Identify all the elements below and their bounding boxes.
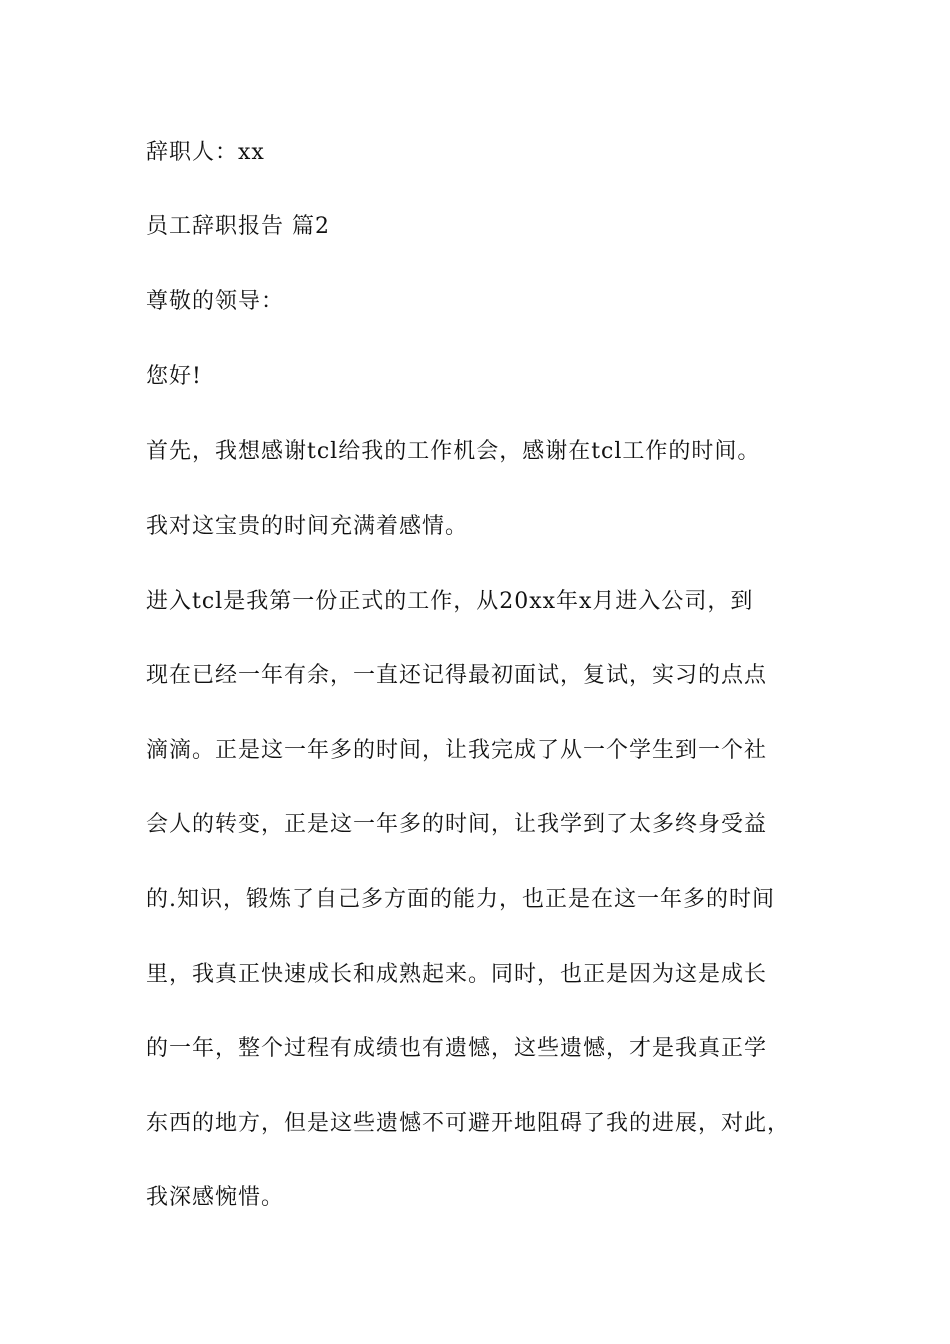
body-line: 东西的地方，但是这些遗憾不可避开地阻碍了我的进展，对此， [146,1111,791,1136]
body-line: 会人的转变，正是这一年多的时间，让我学到了太多终身受益 [146,812,768,837]
body-line: 我对这宝贵的时间充满着感情。 [146,514,469,539]
signature-line: 辞职人：xx [146,140,265,165]
body-line: 我深感惋惜。 [146,1185,285,1210]
salutation: 尊敬的领导： [146,289,285,314]
body-line: 现在已经一年有余，一直还记得最初面试，复试，实习的点点 [146,663,768,688]
body-line: 首先，我想感谢tcl给我的工作机会，感谢在tcl工作的时间。 [146,439,761,464]
body-line: 滴滴。正是这一年多的时间，让我完成了从一个学生到一个社 [146,738,768,763]
body-line: 的一年，整个过程有成绩也有遗憾，这些遗憾，才是我真正学 [146,1036,768,1061]
greeting: 您好! [146,364,202,389]
body-line: 的.知识，锻炼了自己多方面的能力，也正是在这一年多的时间 [146,887,775,912]
body-line: 里，我真正快速成长和成熟起来。同时，也正是因为这是成长 [146,962,768,987]
body-line: 进入tcl是我第一份正式的工作，从20xx年x月进入公司，到 [146,589,754,614]
section-heading: 员工辞职报告 篇2 [146,214,330,239]
